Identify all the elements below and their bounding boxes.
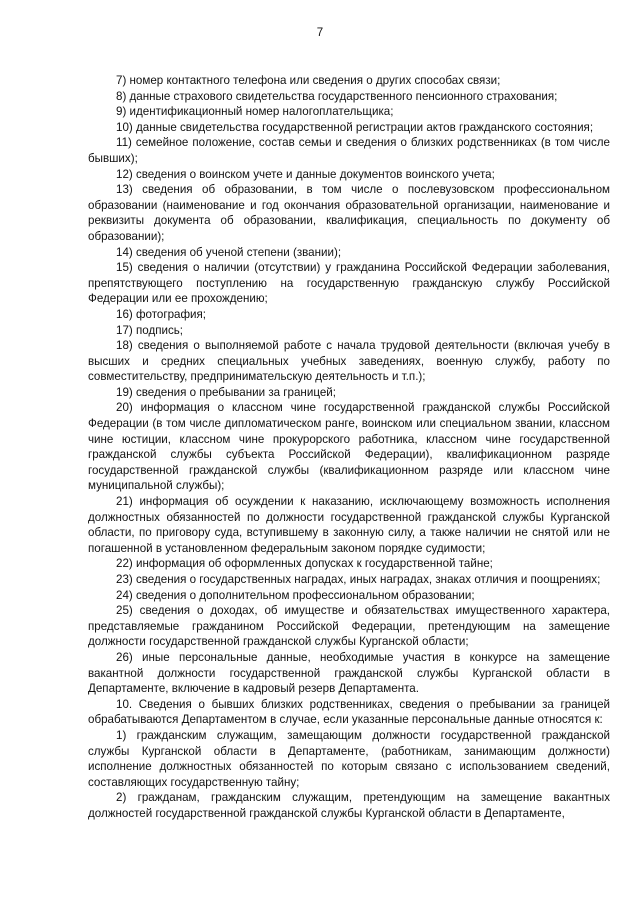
paragraph-item-22: 22) информация об оформленных допусках к государственной тайне; bbox=[116, 557, 493, 571]
paragraph-subitem-1: 1) гражданским служащим, замещающим должности государственной гражданской службы Курганской области в Департаменте, (работникам, занимающим должности) исполнение должностных обязанностей по которым связано с использованием сведений, составляющих государственную тайну; bbox=[88, 728, 610, 789]
paragraph-item-25: 25) сведения о доходах, об имуществе и обязательствах имущественного характера, представляемые гражданином Российской Федерации, претендующим на замещение должности государственной гражданской службы Курганской области; bbox=[88, 604, 610, 649]
paragraph-item-26: 26) иные персональные данные, необходимые участия в конкурсе на замещение вакантной должности государственной гражданской службы Курганской области в Департаменте, включение в кадровый резерв Департамента. bbox=[88, 650, 610, 696]
paragraph-item-12: 12) сведения о воинском учете и данные документов воинского учета; bbox=[116, 167, 495, 181]
paragraph-item-16: 16) фотография; bbox=[116, 307, 206, 321]
paragraph-item-8: 8) данные страхового свидетельства государственного пенсионного страхования; bbox=[116, 89, 558, 103]
paragraph-item-20: 20) информация о классном чине государственной гражданской службы Российской Федерации (в том числе дипломатическом ранге, воинском или специальном звании, классном чине юстиции, классном чине прокурорского работника, классном чине государственной гражданской службы субъекта Российской Федерации), квалификационном разряде государственной гражданской службы (квалификационном разряде или классном чине муниципальной службы); bbox=[88, 401, 610, 493]
paragraph-item-11: 11) семейное положение, состав семьи и сведения о близких родственниках (в том числе бывших); bbox=[88, 136, 610, 165]
paragraph-item-13: 13) сведения об образовании, в том числе о послевузовском профессиональном образовании (наименование и год окончания образовательной организации, наименование и реквизиты документа об образовании, квалификация, специальность по документу об образовании); bbox=[88, 183, 610, 243]
paragraph-section-10: 10. Сведения о бывших близких родственниках, сведения о пребывании за границей обрабатываются Департаментом в случае, если указанные персональные данные относятся к: bbox=[88, 697, 610, 727]
paragraph-item-24: 24) сведения о дополнительном профессиональном образовании; bbox=[116, 588, 475, 602]
paragraph-item-23: 23) сведения о государственных наградах, иных наградах, знаках отличия и поощрениях; bbox=[116, 573, 601, 586]
paragraph-item-17: 17) подпись; bbox=[116, 323, 184, 337]
page-number: 7 bbox=[316, 27, 324, 39]
paragraph-item-9: 9) идентификационный номер налогоплательщика; bbox=[116, 105, 394, 119]
paragraph-item-18: 18) сведения о выполняемой работе с начала трудовой деятельности (включая учебу в высших и средних специальных учебных заведениях, военную службу, работу по совместительству, предпринимательскую деятельность и т.п.); bbox=[88, 339, 610, 384]
paragraph-subitem-2: 2) гражданам, гражданским служащим, претендующим на замещение вакантных должностей государственной гражданской службы Курганской области в Департаменте, bbox=[88, 791, 610, 820]
document-body bbox=[88, 73, 610, 822]
paragraph-item-10: 10) данные свидетельства государственной регистрации актов гражданского состояния; bbox=[116, 120, 594, 134]
paragraph-item-15: 15) сведения о наличии (отсутствии) у гражданина Российской Федерации заболевания, препятствующего поступлению на государственную гражданскую службу Российской Федерации или ее прохождению; bbox=[88, 261, 610, 306]
paragraph-item-21: 21) информация об осуждении к наказанию, исключающему возможность исполнения должностных обязанностей по должности государственной гражданской службы Курганской области, по приговору суда, вступившему в законную силу, а также наличии не снятой или не погашенной в установленном федеральным законом порядке судимости; bbox=[88, 495, 610, 555]
paragraph-item-19: 19) сведения о пребывании за границей; bbox=[116, 385, 336, 399]
paragraph-item-7: 7) номер контактного телефона или сведения о других способах связи; bbox=[116, 74, 501, 87]
paragraph-item-14: 14) сведения об ученой степени (звании); bbox=[116, 245, 342, 259]
